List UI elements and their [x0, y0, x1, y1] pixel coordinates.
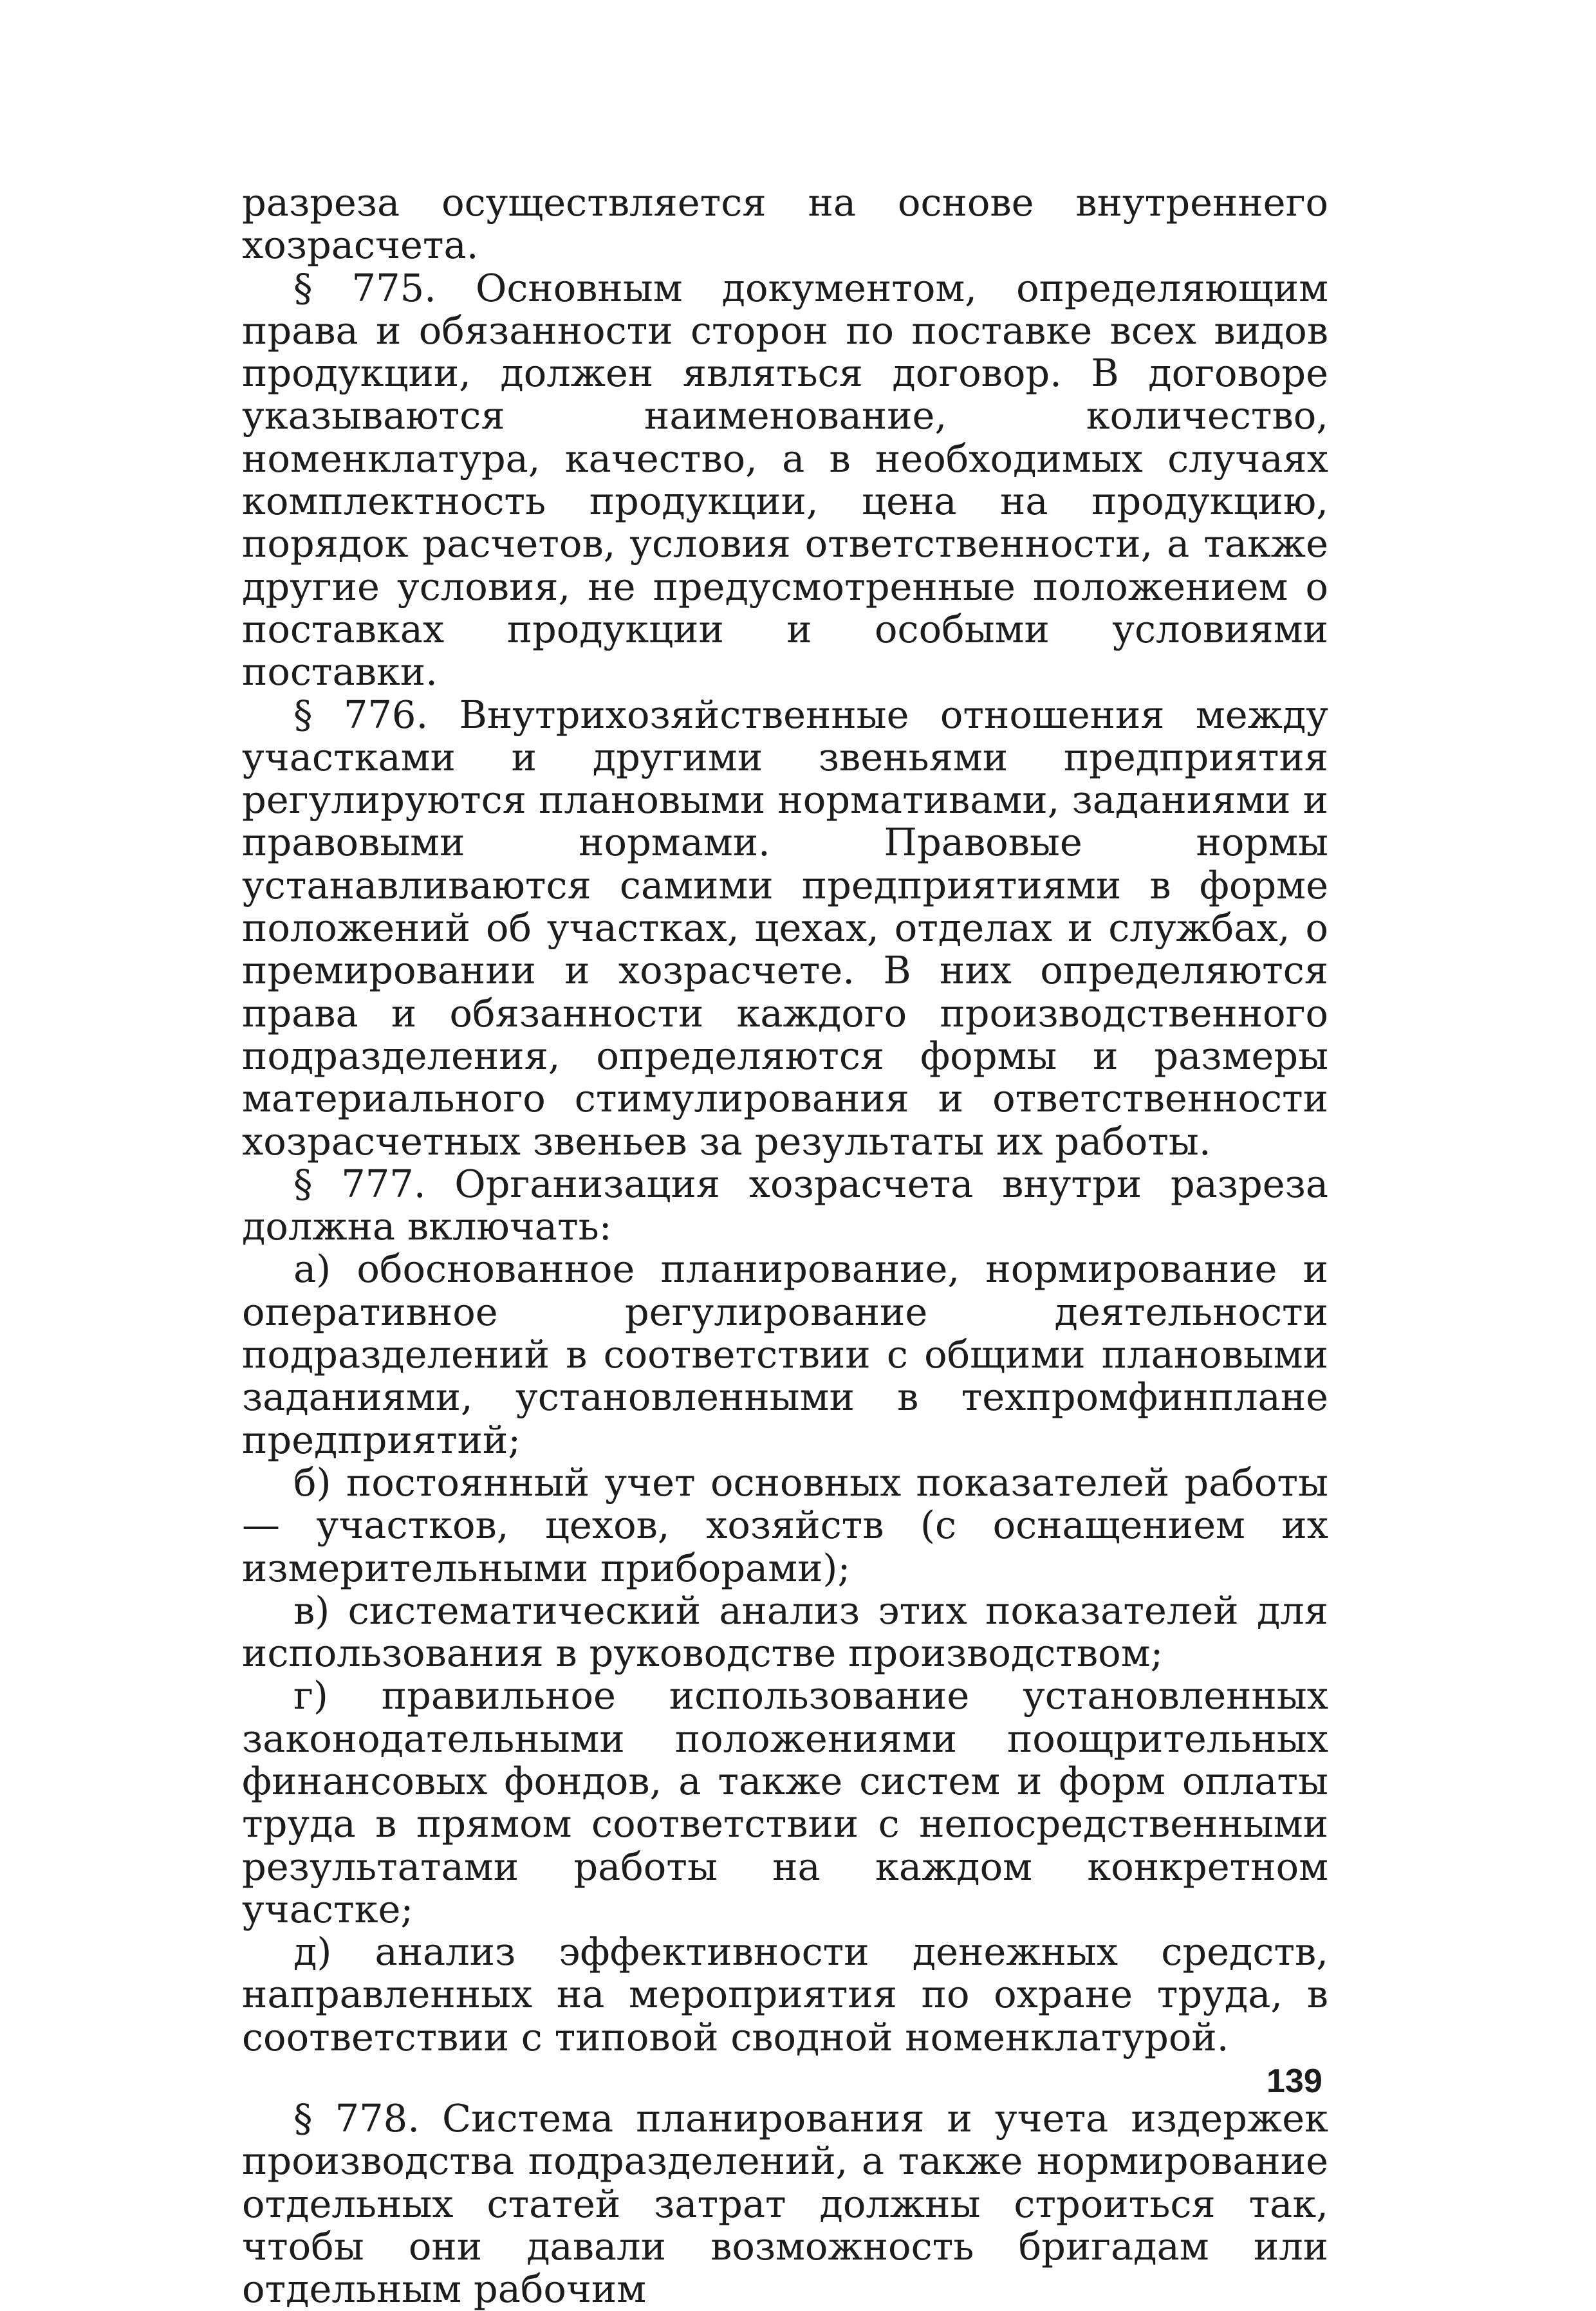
list-item-b: б) постоянный учет основных показателей работы — участков, цехов, хозяйств (с оснащением их измерительными приборами);	[242, 1460, 1328, 1590]
list-item-d: д) анализ эффективности денежных средств, направленных на мероприятия по охране труда, в соответствии с типовой сводной номенклатурой.	[242, 1929, 1328, 2059]
list-item-g: г) правильное использование установленных законодательными положениями поощрительных финансовых фондов, а также систем и форм оплаты труда в прямом соответствии с непосредственными результатами работы на каждом конкретном участке;	[242, 1673, 1328, 1931]
paragraph-777: § 777. Организация хозрасчета внутри разреза должна включать:	[242, 1161, 1328, 1249]
paragraph-776: § 776. Внутрихозяйственные отношения между участками и другими звеньями предприятия регулируются плановыми нормативами, заданиями и правовыми нормами. Правовые нормы устанавливаются самими предприятиями в форме положений об участках, цехах, отделах и службах, о премировании и хозрасчете. В них определяются права и обязанности каждого производственного подразделения, определяются формы и размеры материального стимулирования и ответственности хозрасчетных звеньев за результаты их работы.	[242, 692, 1328, 1164]
list-item-v: в) систематический анализ этих показателей для использования в руководстве производством;	[242, 1588, 1328, 1676]
paragraph-775: § 775. Основным документом, определяющим права и обязанности сторон по поставке всех видов продукции, должен являться договор. В договоре указываются наименование, количество, номенклатура, качество, а в необходимых случаях комплектность продукции, цена на продукцию, порядок расчетов, условия ответственности, а также другие условия, не предусмотренные положением о поставках продукции и особыми условиями поставки.	[242, 265, 1328, 694]
page-number: 139	[1267, 2063, 1322, 2100]
list-item-a: а) обоснованное планирование, нормирование и оперативное регулирование деятельности подразделений в соответствии с общими плановыми заданиями, установленными в техпромфинплане предприятий;	[242, 1247, 1328, 1462]
paragraph-continuation: разреза осуществляется на основе внутреннего хозрасчета.	[242, 180, 1328, 268]
page-body	[242, 181, 1328, 2311]
paragraph-778: § 778. Система планирования и учета издержек производства подразделений, а также нормирование отдельных статей затрат должны строиться так, чтобы они давали возможность бригадам или отдельным рабочим	[242, 2096, 1328, 2311]
